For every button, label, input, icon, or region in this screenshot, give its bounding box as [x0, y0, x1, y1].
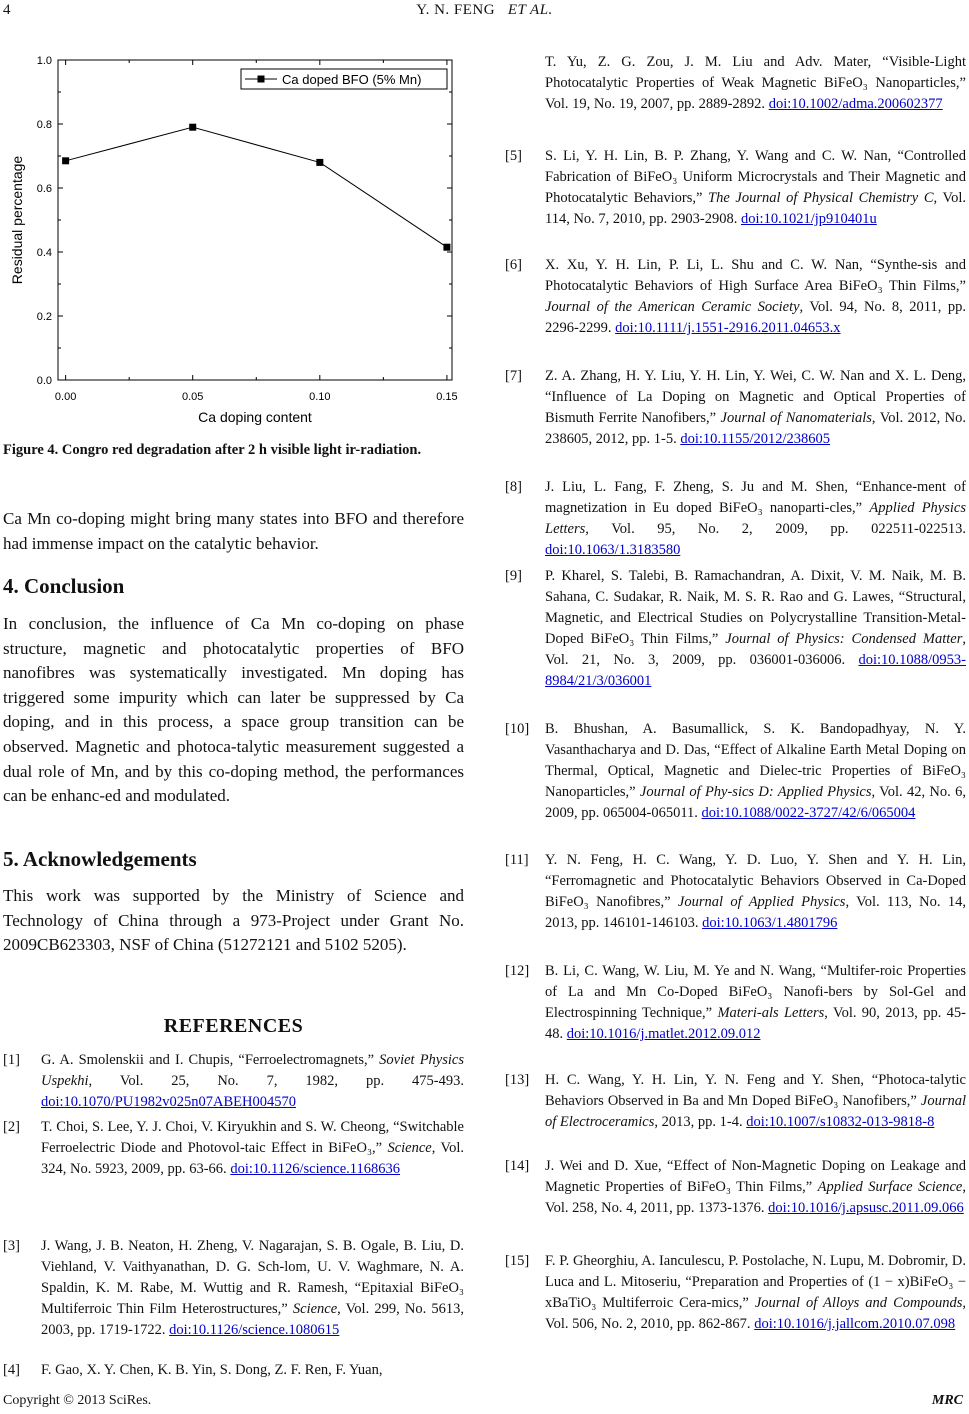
- reference-journal: Journal of Physics: Condensed Matter: [725, 631, 963, 647]
- reference-number: [10]: [505, 721, 530, 737]
- reference-authors-title: S. Li, Y. H. Lin, B. P. Zhang, Y. Wang and C. W. Nan, “Controlled Fabrication of BiFeO₃ Uniform Microcrystals and Their Magnetic and Photocatalytic Behaviors,”: [545, 148, 966, 206]
- reference-text: [545, 1070, 966, 1133]
- reference-journal: Applied Physics Letters: [545, 500, 966, 537]
- reference-doi-link[interactable]: doi:10.1002/adma.200602377: [768, 96, 943, 112]
- reference-details: , Vol. 42, No. 6, 2009, pp. 065004-065011.: [545, 784, 966, 821]
- reference-number: [1]: [3, 1052, 20, 1068]
- reference-text: [545, 566, 966, 692]
- paragraph-intro: Ca Mn co-doping might bring many states into BFO and therefore had immense impact on the catalytic behavior.: [3, 509, 464, 553]
- reference-number: [7]: [505, 368, 522, 384]
- reference-doi-link[interactable]: doi:10.1126/science.1080615: [169, 1322, 340, 1338]
- y-tick-label: 0.8: [36, 119, 52, 131]
- reference-authors-title: B. Bhushan, A. Basumallick, S. K. Bandopadhyay, N. Y. Vasanthacharya and D. Das, “Effect of Alkaline Earth Metal Doping on Thermal, Optical, Magnetic and Dielec-tric Properties of BiFeO₃ Nanoparticles,”: [545, 721, 966, 800]
- reference-text: [545, 719, 966, 824]
- reference-number: [4]: [3, 1362, 20, 1378]
- reference-text: [545, 850, 966, 934]
- references-title: REFERENCES: [163, 1015, 304, 1037]
- reference-authors-title: H. C. Wang, Y. H. Lin, Y. N. Feng and Y. Shen, “Photoca-talytic Behaviors Observed in Ba and Mn Doped BiFeO₃ Nanofibers,”: [545, 1072, 966, 1109]
- y-axis-label: Residual percentage: [9, 155, 25, 285]
- series-line: [66, 127, 447, 247]
- reference-doi-link[interactable]: doi:10.1007/s10832-013-9818-8: [746, 1114, 935, 1130]
- reference-doi-link[interactable]: doi:10.1016/j.matlet.2012.09.012: [566, 1026, 761, 1042]
- y-tick-label: 0.4: [36, 247, 52, 259]
- reference-details: , Vol. 25, No. 7, 1982, pp. 475-493.: [88, 1073, 464, 1089]
- reference-text: [545, 1156, 966, 1219]
- y-tick-label: 1.0: [36, 55, 52, 67]
- x-tick-label: 0.00: [54, 391, 77, 403]
- reference-doi-link[interactable]: doi:10.1063/1.4801796: [702, 915, 838, 931]
- reference-text: [545, 477, 966, 561]
- reference-journal: Science: [292, 1301, 338, 1317]
- reference-authors-title: J. Wei and D. Xue, “Effect of Non-Magnetic Doping on Leakage and Magnetic Properties of BiFeO₃ Thin Films,”: [545, 1158, 966, 1195]
- reference-doi-link[interactable]: doi:10.1070/PU1982v025n07ABEH004570: [41, 1094, 296, 1110]
- reference-details: , Vol. 258, No. 4, 2011, pp. 1373-1376.: [545, 1179, 966, 1216]
- reference-details: , Vol. 90, 2013, pp. 45-48.: [545, 1005, 966, 1042]
- reference-text: [545, 961, 966, 1045]
- reference-details: , Vol. 113, No. 14, 2013, pp. 146101-146103.: [545, 894, 966, 931]
- reference-details: , Vol. 94, No. 8, 2011, pp. 2296-2299.: [545, 299, 966, 336]
- legend-marker: [258, 76, 265, 83]
- x-axis-label: Ca doping content: [198, 409, 312, 425]
- section-title-conclusion: 4. Conclusion: [3, 574, 125, 598]
- y-tick-label: 0.2: [36, 311, 52, 323]
- reference-authors-title: F. P. Gheorghiu, A. Ianculescu, P. Postolache, N. Lupu, M. Dobromir, D. Luca and L. Mitoseriu, “Preparation and Properties of (1 − x)BiFeO₃ − xBaTiO₃ Multiferroic Cera-mics,”: [545, 1253, 966, 1311]
- reference-details: , Vol. 114, No. 7, 2010, pp. 2903-2908.: [545, 190, 966, 227]
- data-point: [189, 124, 196, 131]
- figure-4-chart: [5, 50, 465, 430]
- y-tick-label: 0.6: [36, 183, 52, 195]
- reference-details: , Vol. 2012, No. 238605, 2012, pp. 1-5.: [545, 410, 966, 447]
- authors-prefix: Y. N. FENG: [416, 2, 496, 18]
- running-authors: [0, 2, 969, 19]
- chart-svg: [5, 50, 465, 430]
- reference-text: [41, 1236, 464, 1341]
- y-tick-label: 0.0: [36, 375, 52, 387]
- reference-number: [3]: [3, 1238, 20, 1254]
- reference-details: , Vol. 21, No. 3, 2009, pp. 036001-036006.: [545, 631, 966, 668]
- figure-caption: Figure 4. Congro red degradation after 2 h visible light ir-radiation.: [3, 442, 422, 458]
- x-tick-label: 0.10: [309, 391, 331, 403]
- x-tick-label: 0.15: [436, 391, 458, 403]
- legend-label: Ca doped BFO (5% Mn): [282, 72, 422, 87]
- reference-doi-link[interactable]: doi:10.1088/0953-8984/21/3/036001: [545, 652, 966, 689]
- reference-authors-title: G. A. Smolenskii and I. Chupis, “Ferroelectromagnets,”: [41, 1052, 380, 1068]
- reference-journal: Journal of Alloys and Compounds: [754, 1295, 963, 1311]
- reference-journal: Applied Surface Science: [817, 1179, 963, 1195]
- copyright-text: Copyright © 2013 SciRes.: [3, 1393, 152, 1408]
- conclusion-text: In conclusion, the influence of Ca Mn co-doping on phase structure, magnetic and photocatalytic properties of BFO nanofibres was systematically investigated. Mn doping has triggered some impurity which can later be suppressed by Ca doping, and in this process, a space group transition can be observed. Magnetic and photoca-talytic measurement suggested a dual role of Mn, and by this co-doping method, the performances can be enhanc-ed and modulated.: [3, 614, 464, 806]
- x-tick-label: 0.05: [182, 391, 204, 403]
- reference-details: , Vol. 324, No. 5923, 2009, pp. 63-66.: [41, 1140, 464, 1177]
- reference-doi-link[interactable]: doi:10.1126/science.1168636: [230, 1161, 400, 1177]
- reference-doi-link[interactable]: doi:10.1063/1.3183580: [545, 542, 681, 558]
- authors-etal: ET AL.: [507, 2, 553, 18]
- data-point: [443, 244, 450, 251]
- reference-authors-title: J. Wang, J. B. Neaton, H. Zheng, V. Nagarajan, S. B. Ogale, B. Liu, D. Viehland, V. Vaithyanathan, D. G. Sch-lom, U. V. Waghmare, N. A. Spaldin, K. M. Rabe, M. Wuttig and R. Ramesh, “Epitaxial BiFeO₃ Multiferroic Thin Film Heterostructures,”: [41, 1238, 464, 1317]
- plot-frame: [58, 60, 452, 380]
- reference-journal: Journal of Applied Physics: [677, 894, 846, 910]
- reference-doi-link[interactable]: doi:10.1111/j.1551-2916.2011.04653.x: [615, 320, 841, 336]
- reference-journal: Journal of the American Ceramic Society: [545, 299, 800, 315]
- reference-number: [12]: [505, 963, 530, 979]
- reference-authors-title: P. Kharel, S. Talebi, B. Ramachandran, A. Dixit, V. M. Naik, M. B. Sahana, C. Sudakar, R. Naik, M. S. R. Rao and G. Lawes, “Structural, Magnetic, and Electrical Studies on Polycrystalline Transition-Metal-Doped BiFeO₃ Thin Films,”: [545, 568, 966, 647]
- reference-doi-link[interactable]: doi:10.1155/2012/238605: [680, 431, 831, 447]
- reference-number: [15]: [505, 1253, 530, 1269]
- reference-doi-link[interactable]: doi:10.1016/j.jallcom.2010.07.098: [754, 1316, 956, 1332]
- reference-authors-title: J. Liu, L. Fang, F. Zheng, S. Ju and M. Shen, “Enhance-ment of magnetization in Eu doped BiFeO₃ nanoparti-cles,”: [545, 479, 966, 516]
- reference-journal: Science: [387, 1140, 432, 1156]
- reference-text: [41, 1360, 464, 1381]
- section-title-acknowledgements: 5. Acknowledgements: [3, 847, 197, 871]
- reference-text: [545, 52, 966, 115]
- reference-details: , Vol. 299, No. 5613, 2003, pp. 1719-1722.: [41, 1301, 464, 1338]
- reference-text: [545, 1251, 966, 1335]
- acknowledgements-text: This work was supported by the Ministry of Science and Technology of China through a 973-Project under Grant No. 2009CB623303, NSF of China (51272121 and 5102 5205).: [3, 886, 464, 955]
- reference-authors-title: T. Yu, Z. G. Zou, J. M. Liu and Adv. Mater, “Visible-Light Photocatalytic Properties of Weak Magnetic BiFeO₃ Nanoparticles,” Vol. 19, No. 19, 2007, pp. 2889-2892.: [545, 54, 966, 112]
- page-number: 4: [3, 2, 11, 18]
- reference-number: [9]: [505, 568, 522, 584]
- reference-authors-title: F. Gao, X. Y. Chen, K. B. Yin, S. Dong, Z. F. Ren, F. Yuan,: [41, 1362, 383, 1378]
- reference-authors-title: X. Xu, Y. H. Lin, P. Li, L. Shu and C. W. Nan, “Synthe-sis and Photocatalytic Behaviors of High Surface Area BiFeO₃ Thin Films,”: [545, 257, 966, 294]
- reference-text: [545, 146, 966, 230]
- reference-number: [6]: [505, 257, 522, 273]
- data-point: [62, 157, 69, 164]
- reference-doi-link[interactable]: doi:10.1021/jp910401u: [741, 211, 877, 227]
- reference-authors-title: T. Choi, S. Lee, Y. J. Choi, V. Kiryukhin and S. W. Cheong, “Switchable Ferroelectric Diode and Photovol-taic Effect in BiFeO₃,”: [41, 1119, 464, 1156]
- reference-journal: Journal of Nanomaterials: [720, 410, 872, 426]
- reference-authors-title: B. Li, C. Wang, W. Liu, M. Ye and N. Wang, “Multifer-roic Properties of La and Mn Co-Doped BiFeO₃ Nanofi-bers by Sol-Gel and Electrospinning Technique,”: [545, 963, 966, 1021]
- reference-number: [5]: [505, 148, 522, 164]
- reference-details: , 2013, pp. 1-4.: [654, 1114, 747, 1130]
- reference-number: [2]: [3, 1119, 20, 1135]
- reference-doi-link[interactable]: doi:10.1088/0022-3727/42/6/065004: [701, 805, 916, 821]
- reference-journal: Journal of Phy-sics D: Applied Physics: [639, 784, 872, 800]
- reference-number: [11]: [505, 852, 529, 868]
- reference-details: , Vol. 95, No. 2, 2009, pp. 022511-022513.: [585, 521, 966, 537]
- reference-authors-title: Z. A. Zhang, H. Y. Liu, Y. H. Lin, Y. Wei, C. W. Nan and X. L. Deng, “Influence of La Doping on Magnetic and Optical Properties of Bismuth Ferrite Nanofibers,”: [545, 368, 966, 426]
- reference-journal: Journal of Electroceramics: [545, 1093, 966, 1130]
- reference-text: [41, 1050, 464, 1113]
- reference-journal: The Journal of Physical Chemistry C: [708, 190, 934, 206]
- reference-number: [14]: [505, 1158, 530, 1174]
- reference-authors-title: Y. N. Feng, H. C. Wang, Y. D. Luo, Y. Shen and Y. H. Lin, “Ferromagnetic and Photocatalytic Behaviors Observed in Ca-Doped BiFeO₃ Nanofibres,”: [545, 852, 966, 910]
- reference-text: [545, 255, 966, 339]
- data-point: [316, 159, 323, 166]
- reference-number: [13]: [505, 1072, 530, 1088]
- reference-journal: Materi-als Letters: [717, 1005, 825, 1021]
- reference-text: [41, 1117, 464, 1180]
- reference-number: [8]: [505, 479, 522, 495]
- journal-abbrev: MRC: [931, 1393, 963, 1408]
- reference-text: [545, 366, 966, 450]
- reference-journal: Soviet Physics Uspekhi: [41, 1052, 464, 1089]
- reference-details: , Vol. 506, No. 2, 2010, pp. 862-867.: [545, 1295, 966, 1332]
- page-header: [0, 2, 969, 24]
- reference-doi-link[interactable]: doi:10.1016/j.apsusc.2011.09.066: [768, 1200, 964, 1216]
